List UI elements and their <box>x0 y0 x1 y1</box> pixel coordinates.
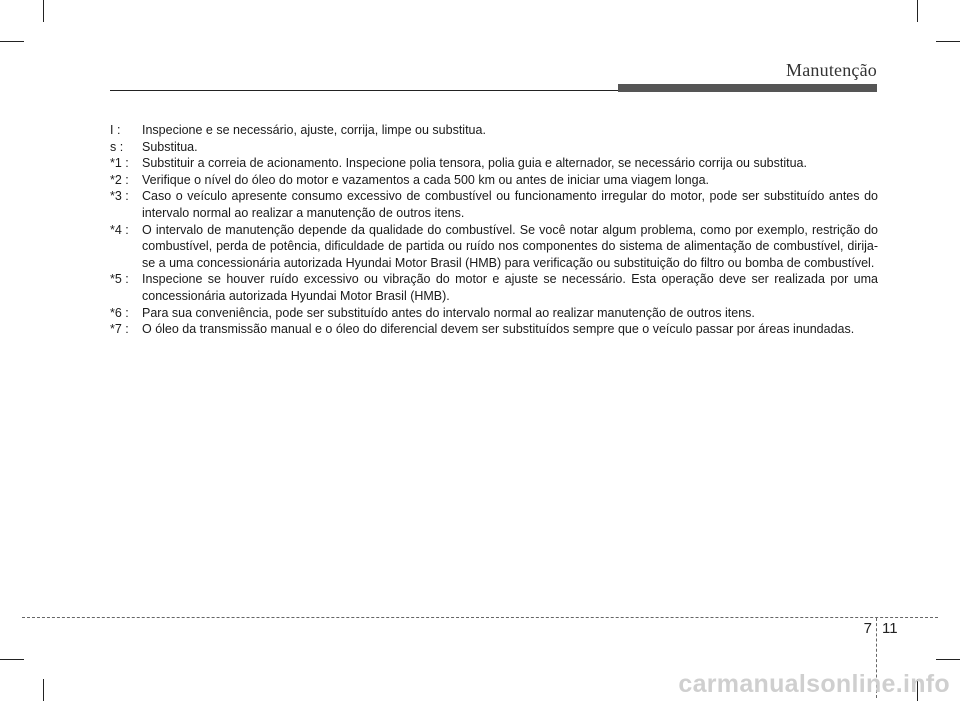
note-key: *3 : <box>110 189 129 204</box>
note-text: Verifique o nível do óleo do motor e vazamentos a cada 500 km ou antes de iniciar uma viagem longa. <box>142 172 710 187</box>
note-item <box>110 139 878 156</box>
footer-dashed-rule <box>22 617 938 618</box>
crop-mark <box>0 41 24 42</box>
note-text: Inspecione se houver ruído excessivo ou vibração do motor e ajuste se necessário. Esta operação deve ser realizada por uma concessionária autorizada Hyundai Motor Brasil (HMB). <box>142 272 878 303</box>
crop-mark <box>0 659 24 660</box>
note-text: Para sua conveniência, pode ser substituído antes do intervalo normal ao realizar manutenção de outros itens. <box>142 305 755 320</box>
maintenance-notes <box>110 122 878 338</box>
note-key: *7 : <box>110 322 129 337</box>
crop-mark <box>936 41 960 42</box>
section-title: Manutenção <box>786 60 877 80</box>
note-item <box>110 155 878 172</box>
note-key: *6 : <box>110 305 129 320</box>
crop-mark <box>43 0 44 22</box>
note-item <box>110 305 878 322</box>
watermark-text: carmanualsonline.info <box>678 670 950 698</box>
chapter-number: 7 <box>863 620 872 637</box>
crop-mark <box>43 679 44 701</box>
note-text: Substitua. <box>142 139 198 154</box>
crop-mark <box>936 659 960 660</box>
note-item <box>110 172 878 189</box>
note-key: *1 : <box>110 156 129 171</box>
note-item <box>110 321 878 338</box>
note-key: *2 : <box>110 172 129 187</box>
note-key: I : <box>110 123 121 137</box>
note-key: s : <box>110 139 124 154</box>
note-text: Inspecione e se necessário, ajuste, corrija, limpe ou substitua. <box>142 123 486 137</box>
header-rule-bar <box>618 84 877 92</box>
note-text: O intervalo de manutenção depende da qualidade do combustível. Se você notar algum problema, como por exemplo, restrição do combustível, perda de potência, dificuldade de partida ou ruído nos componentes do sistema de alimentação de combustível, dirija-se a uma concessionária autorizada Hyundai Motor Brasil (HMB) para verificação ou substituição do filtro ou bomba de combustível. <box>142 222 878 270</box>
note-key: *5 : <box>110 272 129 287</box>
note-item <box>110 122 878 139</box>
note-text: Substituir a correia de acionamento. Inspecione polia tensora, polia guia e alternador, se necessário corrija ou substitua. <box>142 156 807 171</box>
page-number: 11 <box>882 620 898 637</box>
note-item <box>110 222 878 272</box>
note-item <box>110 188 878 221</box>
note-text: Caso o veículo apresente consumo excessivo de combustível ou funcionamento irregular do motor, pode ser substituído antes do intervalo normal ao realizar a manutenção de outros itens. <box>142 189 878 220</box>
crop-mark <box>917 0 918 22</box>
header-rule <box>110 90 618 91</box>
note-key: *4 : <box>110 222 129 237</box>
note-text: O óleo da transmissão manual e o óleo do diferencial devem ser substituídos sempre que o veículo passar por áreas inundadas. <box>142 322 855 337</box>
note-item <box>110 271 878 304</box>
